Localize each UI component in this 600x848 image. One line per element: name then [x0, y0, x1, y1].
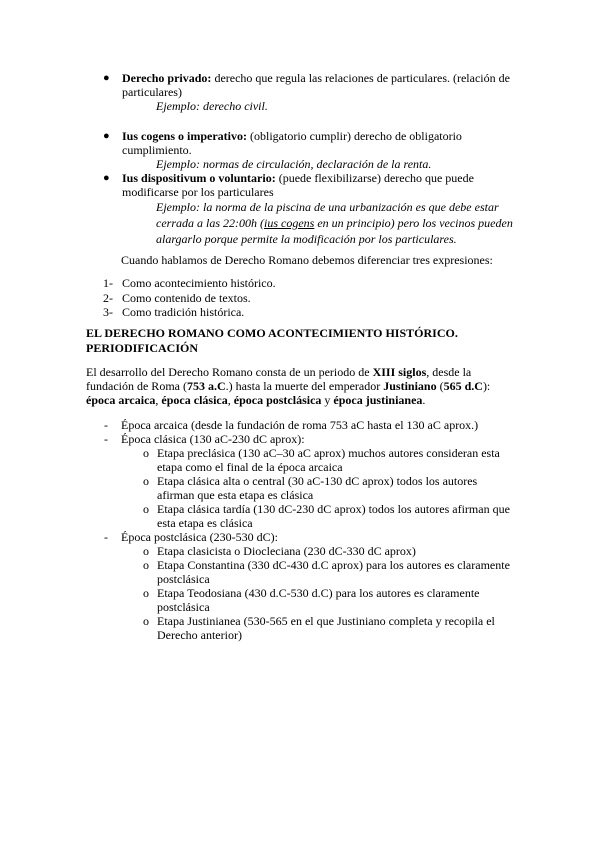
subperiod-item: Etapa clásica tardía (130 dC-230 dC aprox) todos los autores afirman que esta etapa es clásica: [157, 502, 510, 530]
para-bold: época postclásica: [233, 393, 322, 407]
list-number: 1-: [103, 276, 113, 290]
circle-marker: o: [143, 502, 149, 516]
subperiod-item: Etapa clasicista o Diocleciana (230 dC-330 dC aprox): [157, 544, 416, 558]
para-text: El desarrollo del Derecho Romano consta de un periodo de: [86, 365, 373, 379]
example-ius-cogens: Ejemplo: normas de circulación, declaración de la renta.: [156, 157, 432, 171]
list-item-text: Como contenido de textos.: [122, 291, 251, 305]
subperiod-item: Etapa preclásica (130 aC–30 aC aprox) muchos autores consideran esta etapa como el final de la época arcaica: [157, 446, 500, 474]
bullet-icon: ●: [103, 72, 110, 84]
bullet-ius-dispositivum: [103, 171, 517, 199]
para-text: y: [321, 393, 334, 407]
circle-marker: o: [143, 446, 149, 460]
example-text-pre: Ejemplo: la norma de la piscina de una urbanización es que debe estar cerrada a las 22:00h (: [156, 200, 499, 230]
para-bold: Justiniano: [383, 379, 437, 393]
list-number: 3-: [103, 305, 113, 319]
intro-paragraph: Cuando hablamos de Derecho Romano debemos diferenciar tres expresiones:: [121, 253, 493, 267]
section-heading: EL DERECHO ROMANO COMO ACONTECIMIENTO HISTÓRICO. PERIODIFICACIÓN: [86, 326, 458, 355]
list-item-text: Como tradición histórica.: [122, 305, 245, 319]
bullet-icon: ●: [103, 130, 110, 142]
bullet-icon: ●: [103, 172, 110, 184]
para-bold: XIII siglos: [372, 365, 427, 379]
dash-marker: -: [104, 432, 108, 446]
term-derecho-privado: Derecho privado:: [122, 71, 212, 85]
example-derecho-privado: Ejemplo: derecho civil.: [156, 99, 268, 113]
para-text: ):: [482, 379, 491, 393]
period-postclasica: Época postclásica (230-530 dC):: [121, 530, 278, 544]
period-arcaica: Época arcaica (desde la fundación de roma 753 aC hasta el 130 aC aprox.): [121, 418, 479, 432]
body-paragraph: [86, 365, 506, 407]
term-ius-cogens: Ius cogens o imperativo:: [122, 129, 247, 143]
para-bold: época justinianea: [333, 393, 423, 407]
period-clasica: Época clásica (130 aC-230 dC aprox):: [121, 432, 305, 446]
example-text-post: en un principio) pero los vecinos pueden alargarlo porque permite la modificación por los particulares.: [156, 216, 513, 246]
subperiod-item: Etapa Teodosiana (430 d.C-530 d.C) para los autores es claramente postclásica: [157, 586, 480, 614]
dash-marker: -: [104, 418, 108, 432]
circle-marker: o: [143, 544, 149, 558]
para-text: .) hasta la muerte del emperador: [225, 379, 384, 393]
circle-marker: o: [143, 474, 149, 488]
list-number: 2-: [103, 291, 113, 305]
para-text: .: [422, 393, 426, 407]
circle-marker: o: [143, 614, 149, 628]
circle-marker: o: [143, 586, 149, 600]
para-bold: época clásica: [161, 393, 228, 407]
para-text: , desde la fundación de Roma (: [86, 365, 472, 393]
para-text: ,: [155, 393, 162, 407]
definition-derecho-privado: derecho que regula las relaciones de particulares. (relación de particulares): [122, 71, 510, 99]
subperiod-item: Etapa Constantina (330 dC-430 d.C aprox) para los autores es claramente postclásica: [157, 558, 510, 586]
example-underlined-term: ius cogens: [264, 216, 315, 230]
definition-ius-cogens: (obligatorio cumplir) derecho de obligatorio cumplimiento.: [122, 129, 462, 157]
definition-ius-dispositivum: (puede flexibilizarse) derecho que puede modificarse por los particulares: [122, 171, 474, 199]
para-text: (: [436, 379, 444, 393]
para-bold: 565 d.C: [443, 379, 483, 393]
para-text: ,: [227, 393, 234, 407]
circle-marker: o: [143, 558, 149, 572]
subperiod-item: Etapa clásica alta o central (30 aC-130 dC aprox) todos los autores afirman que esta etapa es clásica: [157, 474, 478, 502]
subperiod-item: Etapa Justinianea (530-565 en el que Justiniano completa y recopila el Derecho anterior): [157, 614, 495, 642]
bullet-derecho-privado: [103, 71, 517, 99]
term-ius-dispositivum: Ius dispositivum o voluntario:: [122, 171, 276, 185]
bullet-ius-cogens: [103, 129, 517, 157]
dash-marker: -: [104, 530, 108, 544]
para-bold: época arcaica: [86, 393, 156, 407]
list-item-text: Como acontecimiento histórico.: [122, 276, 276, 290]
para-bold: 753 a.C: [186, 379, 226, 393]
example-ius-dispositivum: [156, 199, 516, 247]
